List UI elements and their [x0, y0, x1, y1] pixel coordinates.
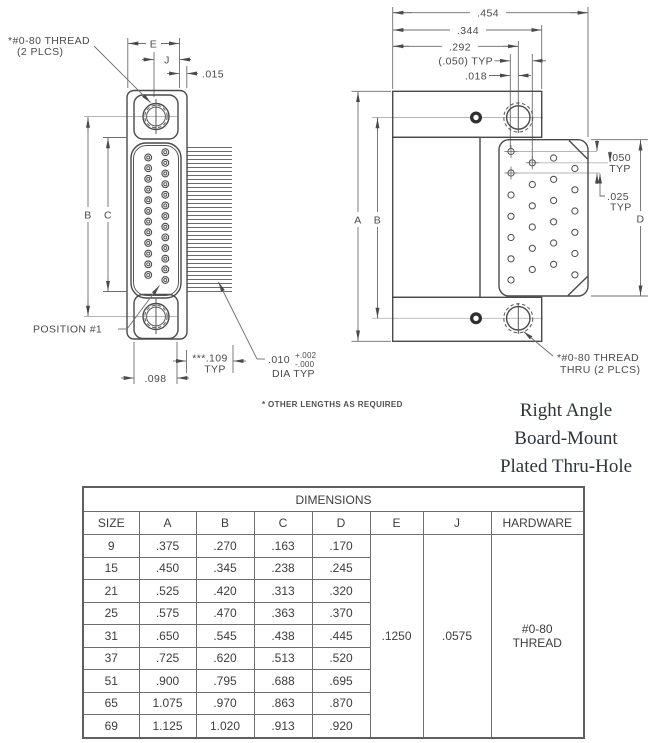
- dim-label-344: .344: [456, 25, 480, 37]
- title-line-1: Right Angle: [519, 400, 613, 421]
- dim-label-454: .454: [476, 7, 500, 20]
- dim-label-e: E: [149, 38, 158, 51]
- table-cell: .725: [139, 647, 196, 670]
- contact-holes: [145, 149, 169, 284]
- dim-label-d: D: [636, 213, 645, 226]
- table-cell: .650: [139, 625, 196, 648]
- top-thru-hole: [470, 112, 482, 124]
- table-header-row: [83, 512, 584, 535]
- table-cell: 9: [83, 535, 139, 558]
- plated-thru-hole-pattern: [505, 145, 579, 283]
- dim-label-018: .018: [464, 70, 487, 83]
- dim-label-a: A: [354, 214, 362, 227]
- table-cell: 1.075: [139, 692, 196, 715]
- table-cell: 25: [83, 602, 139, 625]
- table-cell: .245: [312, 557, 370, 580]
- table-cell: .900: [139, 670, 196, 693]
- dim-label-010-dia-typ: DIA TYP: [272, 368, 315, 380]
- table-cell: .863: [254, 692, 312, 715]
- table-cell: .170: [312, 535, 370, 558]
- front-view-drawing: [8, 35, 317, 385]
- col-header-a: A: [139, 512, 196, 535]
- top-mounting-screw: [143, 99, 169, 134]
- table-cell: .620: [196, 647, 254, 670]
- dim-label-098: .098: [144, 373, 167, 385]
- table-cell: 65: [83, 692, 139, 715]
- table-cell: .238: [254, 557, 312, 580]
- drawing-title: [468, 397, 664, 481]
- side-view-drawing: [351, 6, 648, 376]
- dim-label-c: C: [104, 209, 112, 222]
- table-cell: 69: [83, 715, 139, 738]
- table-cell: 21: [83, 580, 139, 603]
- merged-cell-e: .1250: [370, 535, 423, 738]
- front-thread-note-line1: *#0-80 THREAD: [8, 35, 91, 47]
- d-insert-outline: [131, 143, 181, 298]
- table-cell: 51: [83, 670, 139, 693]
- dim-label-010-tol-minus: -.000: [295, 360, 315, 369]
- table-cell: .795: [196, 670, 254, 693]
- col-header-b: B: [196, 512, 254, 535]
- table-cell: .375: [139, 535, 196, 558]
- dimension-table-body: [83, 487, 584, 738]
- dim-label-050: .050: [608, 152, 632, 164]
- hardware-line2: THREAD: [512, 635, 562, 650]
- leader-arrow: [524, 332, 554, 357]
- table-cell: .270: [196, 535, 254, 558]
- table-cell: .450: [139, 557, 196, 580]
- connector-body-side: [393, 137, 480, 297]
- top-flange: [393, 91, 542, 137]
- dim-label-j: J: [164, 54, 170, 67]
- front-thread-note-line2: (2 PLCS): [17, 46, 64, 58]
- title-line-3: Plated Thru-Hole: [499, 456, 633, 477]
- table-title: DIMENSIONS: [83, 487, 584, 512]
- dim-label-292: .292: [448, 41, 472, 54]
- table-cell: .445: [312, 625, 370, 648]
- col-header-c: C: [254, 512, 312, 535]
- table-cell: .688: [254, 670, 312, 693]
- table-cell: 15: [83, 557, 139, 580]
- dimensions-table: [82, 486, 585, 739]
- col-header-d: D: [312, 512, 370, 535]
- right-angle-leads: [187, 148, 232, 292]
- table-cell: .370: [312, 602, 370, 625]
- table-cell: .913: [254, 715, 312, 738]
- dim-label-015: .015: [202, 68, 225, 81]
- dim-label-109-typ: TYP: [204, 363, 226, 376]
- table-cell: .163: [254, 535, 312, 558]
- merged-cell-j: .0575: [423, 535, 491, 738]
- dim-label-109: ***.109: [192, 352, 228, 365]
- table-cell: .525: [139, 580, 196, 603]
- table-caption-row: [83, 487, 584, 512]
- col-header-j: J: [423, 512, 491, 535]
- title-line-2: Board-Mount: [514, 428, 618, 449]
- position-1-label: POSITION #1: [33, 323, 103, 336]
- table-cell: .575: [139, 602, 196, 625]
- col-header-hardware: HARDWARE: [491, 512, 584, 535]
- table-cell: 1.020: [196, 715, 254, 738]
- dim-label-010: .010: [268, 354, 291, 366]
- table-cell: .320: [312, 580, 370, 603]
- footnote: * OTHER LENGTHS AS REQUIRED: [262, 400, 403, 409]
- col-header-size: SIZE: [83, 512, 139, 535]
- table-cell: .870: [312, 692, 370, 715]
- table-cell: .438: [254, 625, 312, 648]
- table-cell: .470: [196, 602, 254, 625]
- table-cell: .920: [312, 715, 370, 738]
- bottom-mounting-screw: [143, 299, 169, 334]
- merged-cell-hardware: [491, 535, 584, 738]
- table-cell: .345: [196, 557, 254, 580]
- col-header-e: E: [370, 512, 423, 535]
- table-cell: .313: [254, 580, 312, 603]
- table-cell: 31: [83, 625, 139, 648]
- side-thread-note-line1: *#0-80 THREAD: [557, 352, 640, 364]
- table-cell: .695: [312, 670, 370, 693]
- table-cell: .520: [312, 647, 370, 670]
- dim-label-b: B: [84, 209, 92, 222]
- dim-label-050-ref: (.050) TYP: [438, 55, 493, 68]
- dim-label-050-typ: TYP: [609, 163, 631, 175]
- hardware-line1: #0-80: [521, 621, 553, 636]
- dim-label-b-side: B: [373, 214, 382, 227]
- table-cell: .970: [196, 692, 254, 715]
- side-thread-note-line2: THRU (2 PLCS): [560, 364, 641, 376]
- dim-label-010-tol-plus: +.002: [295, 351, 317, 360]
- table-cell: .545: [196, 625, 254, 648]
- d-insert-inner: [134, 146, 179, 296]
- dim-label-025-typ: TYP: [610, 201, 632, 214]
- table-cell: 37: [83, 647, 139, 670]
- bottom-thru-hole: [470, 312, 482, 324]
- leader-arrow: [219, 282, 258, 359]
- table-cell: .363: [254, 602, 312, 625]
- table-row: [83, 535, 584, 558]
- table-cell: 1.125: [139, 715, 196, 738]
- table-cell: .420: [196, 580, 254, 603]
- dim-label-025: .025: [607, 191, 630, 203]
- leader-arrow: [94, 46, 151, 103]
- table-cell: .513: [254, 647, 312, 670]
